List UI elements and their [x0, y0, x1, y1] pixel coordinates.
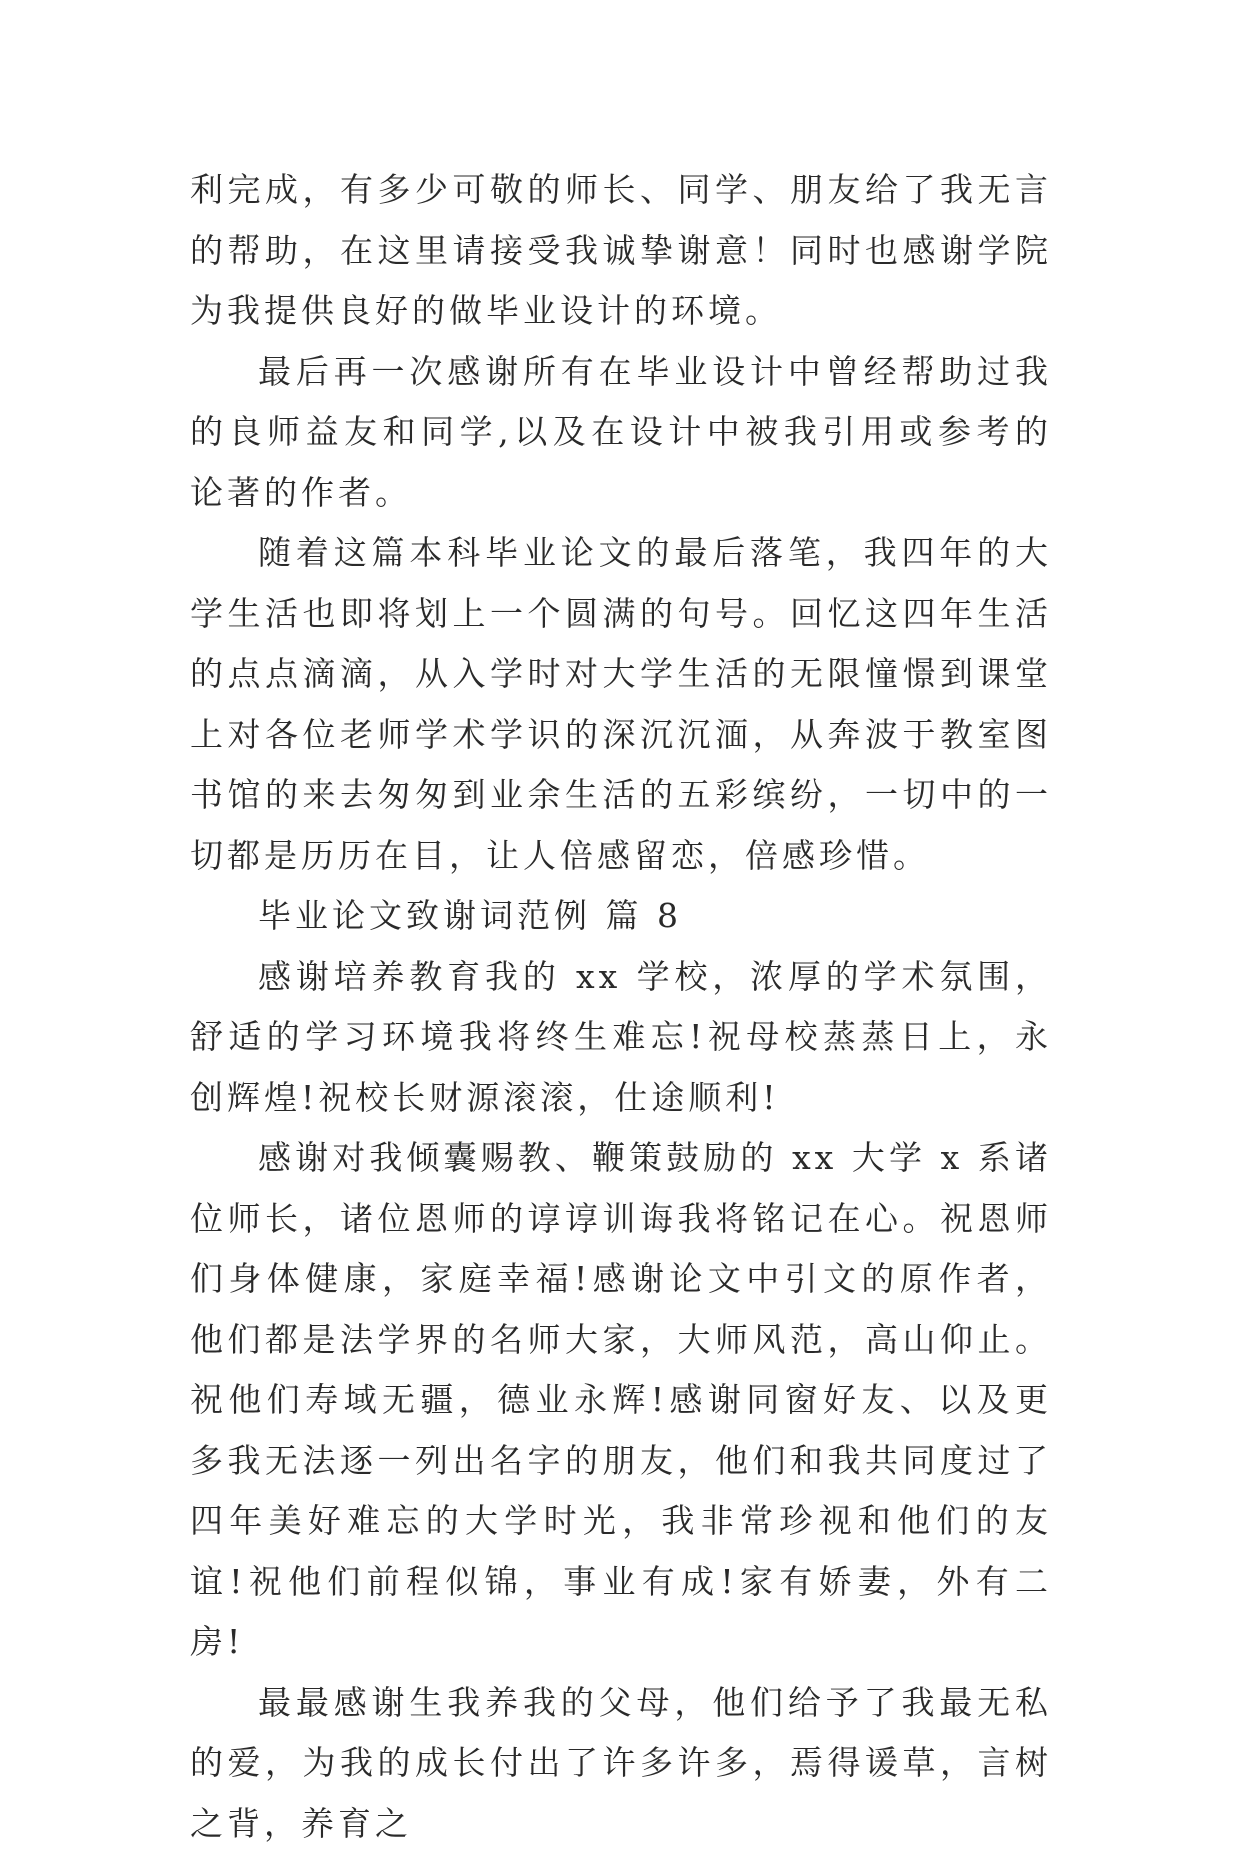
paragraph-school-thanks: 感谢培养教育我的 xx 学校，浓厚的学术氛围，舒适的学习环境我将终生难忘!祝母校蒸蒸日上，永创辉煌!祝校长财源滚滚，仕途顺利! — [190, 947, 1052, 1129]
document-body — [190, 160, 1052, 1854]
paragraph-university-life: 随着这篇本科毕业论文的最后落笔，我四年的大学生活也即将划上一个圆满的句号。回忆这四年生活的点点滴滴，从入学时对大学生活的无限憧憬到课堂上对各位老师学术学识的深沉沉湎，从奔波于教室图书馆的来去匆匆到业余生活的五彩缤纷，一切中的一切都是历历在目，让人倍感留恋，倍感珍惜。 — [190, 523, 1052, 886]
paragraph-continuation: 利完成，有多少可敬的师长、同学、朋友给了我无言的帮助，在这里请接受我诚挚谢意！同时也感谢学院为我提供良好的做毕业设计的环境。 — [190, 160, 1052, 342]
paragraph-closing-thanks: 最后再一次感谢所有在毕业设计中曾经帮助过我的良师益友和同学,以及在设计中被我引用或参考的论著的作者。 — [190, 342, 1052, 524]
section-heading: 毕业论文致谢词范例 篇 8 — [190, 886, 1052, 947]
paragraph-parents-thanks: 最最感谢生我养我的父母，他们给予了我最无私的爱，为我的成长付出了许多许多，焉得谖草，言树之背，养育之 — [190, 1673, 1052, 1854]
paragraph-teachers-friends-thanks: 感谢对我倾囊赐教、鞭策鼓励的 xx 大学 x 系诸位师长，诸位恩师的谆谆训诲我将铭记在心。祝恩师们身体健康，家庭幸福!感谢论文中引文的原作者，他们都是法学界的名师大家，大师风范，高山仰止。祝他们寿域无疆，德业永辉!感谢同窗好友、以及更多我无法逐一列出名字的朋友，他们和我共同度过了四年美好难忘的大学时光，我非常珍视和他们的友谊!祝他们前程似锦，事业有成!家有娇妻，外有二房! — [190, 1128, 1052, 1673]
